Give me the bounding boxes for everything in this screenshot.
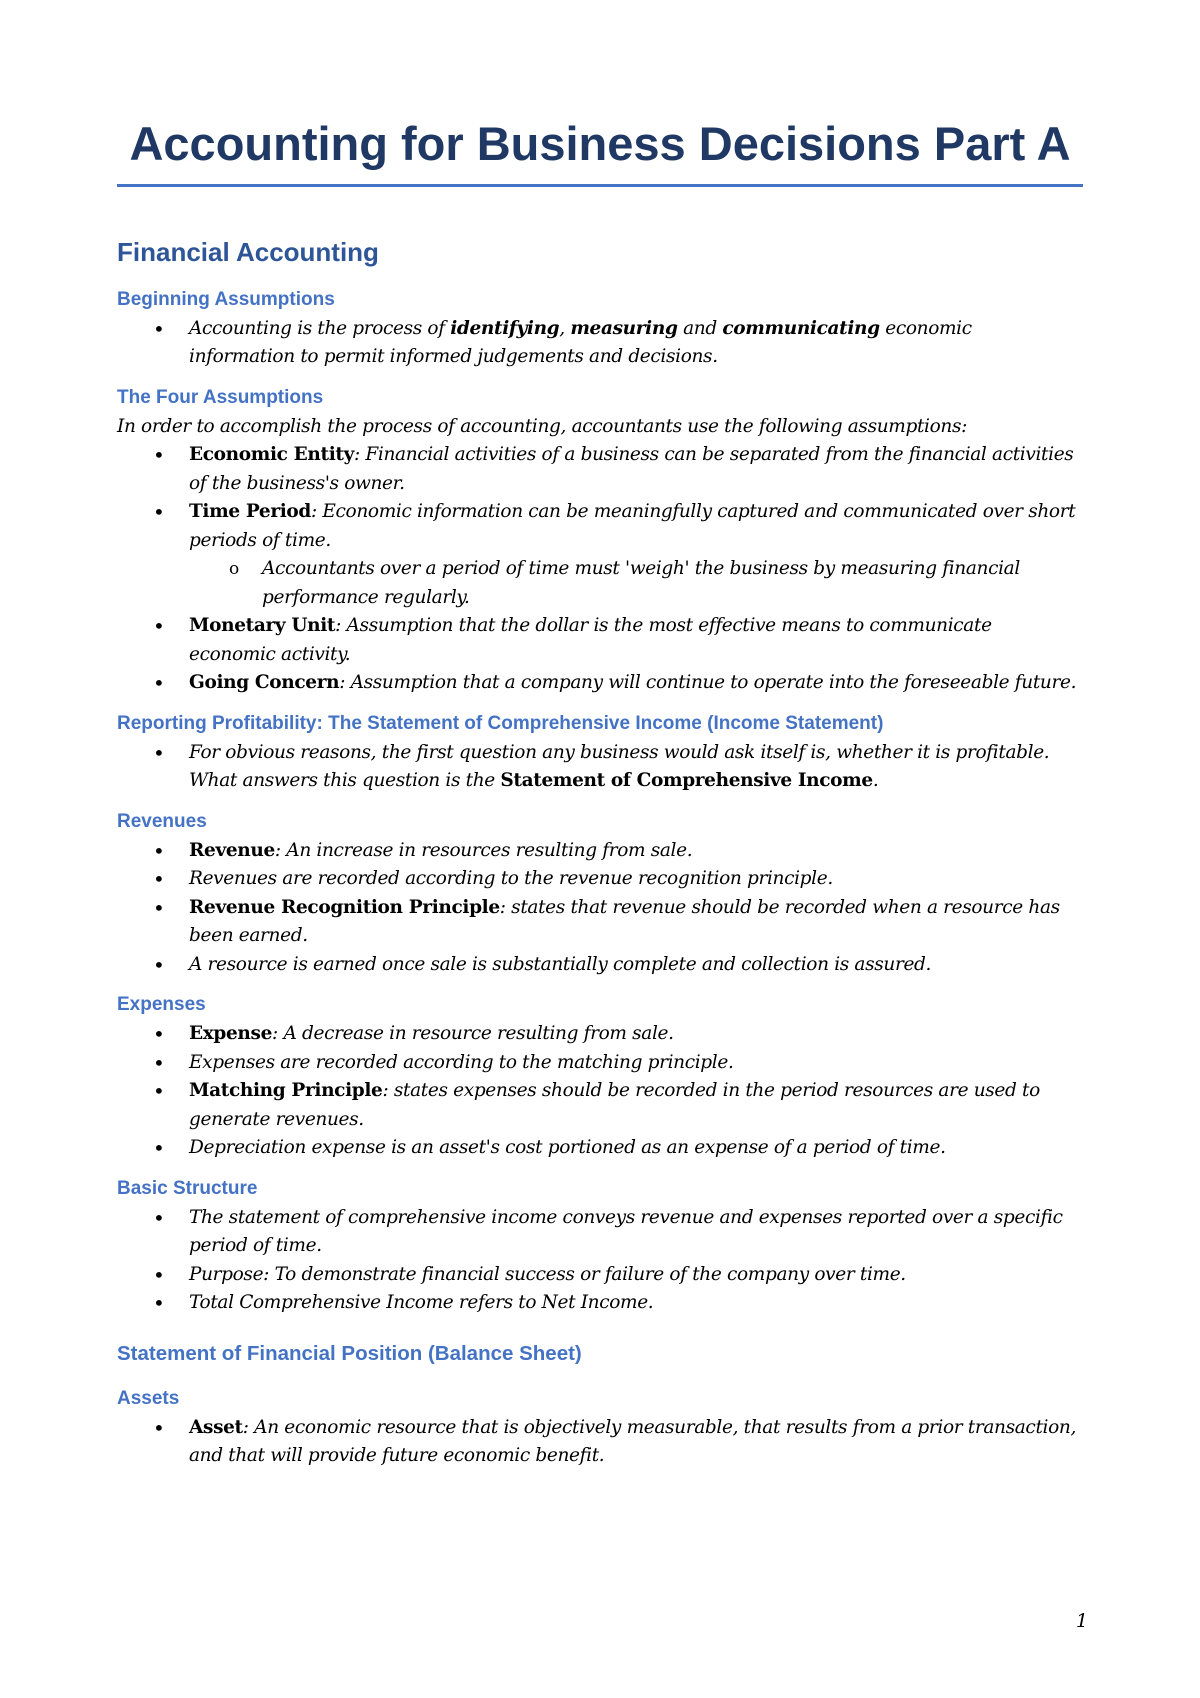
heading-assets: Assets	[117, 1387, 180, 1409]
list-item: • Depreciation expense is an asset's cost portioned as an expense of a period of time.	[117, 1134, 1083, 1163]
list-item: • Going Concern: Assumption that a company will continue to operate into the foreseeable future.	[117, 669, 1083, 698]
list-item: • Monetary Unit: Assumption that the dollar is the most effective means to communicate economic activity.	[117, 612, 1083, 669]
list-item: • The statement of comprehensive income conveys revenue and expenses reported over a specific period of time.	[117, 1204, 1083, 1261]
list-item: • A resource is earned once sale is substantially complete and collection is assured.	[117, 951, 1083, 980]
list-item: • Expense: A decrease in resource resulting from sale.	[117, 1020, 1083, 1049]
list-reporting-profitability	[117, 739, 1083, 796]
list-item: • Asset: An economic resource that is objectively measurable, that results from a prior transaction, and that will provide future economic benefit.	[117, 1414, 1083, 1471]
heading-four-assumptions: The Four Assumptions	[117, 386, 324, 408]
heading-revenues: Revenues	[117, 810, 207, 832]
page-number: 1	[1075, 1610, 1088, 1632]
list-revenues	[117, 837, 1083, 980]
list-assets	[117, 1414, 1083, 1471]
list-item: • Matching Principle: states expenses should be recorded in the period resources are used to generate revenues.	[117, 1077, 1083, 1134]
list-four-assumptions	[117, 441, 1083, 698]
list-item: • Revenues are recorded according to the revenue recognition principle.	[117, 865, 1083, 894]
heading-reporting-profitability: Reporting Profitability: The Statement of Comprehensive Income (Income Statement)	[117, 712, 884, 734]
list-beginning-assumptions	[117, 315, 1083, 372]
list-item: • For obvious reasons, the first question any business would ask itself is, whether it is profitable. What answers this question is the Statement of Comprehensive Income.	[117, 739, 1083, 796]
heading-basic-structure: Basic Structure	[117, 1177, 258, 1199]
list-item: • Total Comprehensive Income refers to Net Income.	[117, 1289, 1083, 1318]
document-title: Accounting for Business Decisions Part A	[129, 117, 1071, 170]
four-assumptions-intro: In order to accomplish the process of accounting, accountants use the following assumptions:	[117, 415, 968, 437]
heading-financial-position: Statement of Financial Position (Balance Sheet)	[117, 1341, 582, 1365]
list-item: • Expenses are recorded according to the matching principle.	[117, 1049, 1083, 1078]
list-basic-structure	[117, 1204, 1083, 1318]
heading-expenses: Expenses	[117, 994, 206, 1016]
list-item: • Purpose: To demonstrate financial success or failure of the company over time.	[117, 1261, 1083, 1290]
list-item: • Time Period: Economic information can be meaningfully captured and communicated over short periods of time.	[117, 498, 1083, 555]
heading-beginning-assumptions: Beginning Assumptions	[117, 288, 335, 310]
section-heading-financial-accounting: Financial Accounting	[117, 236, 379, 267]
list-item: • Revenue Recognition Principle: states that revenue should be recorded when a resource has been earned.	[117, 894, 1083, 951]
list-item: • Economic Entity: Financial activities of a business can be separated from the financial activities of the business's owner.	[117, 441, 1083, 498]
list-item: • Accounting is the process of identifying, measuring and communicating economic information to permit informed judgements and decisions.	[117, 315, 1083, 372]
list-item: • Revenue: An increase in resources resulting from sale.	[117, 837, 1083, 866]
list-expenses	[117, 1020, 1083, 1163]
sub-list-item: o Accountants over a period of time must 'weigh' the business by measuring financial performance regularly.	[117, 555, 1083, 612]
title-underline	[117, 184, 1083, 187]
